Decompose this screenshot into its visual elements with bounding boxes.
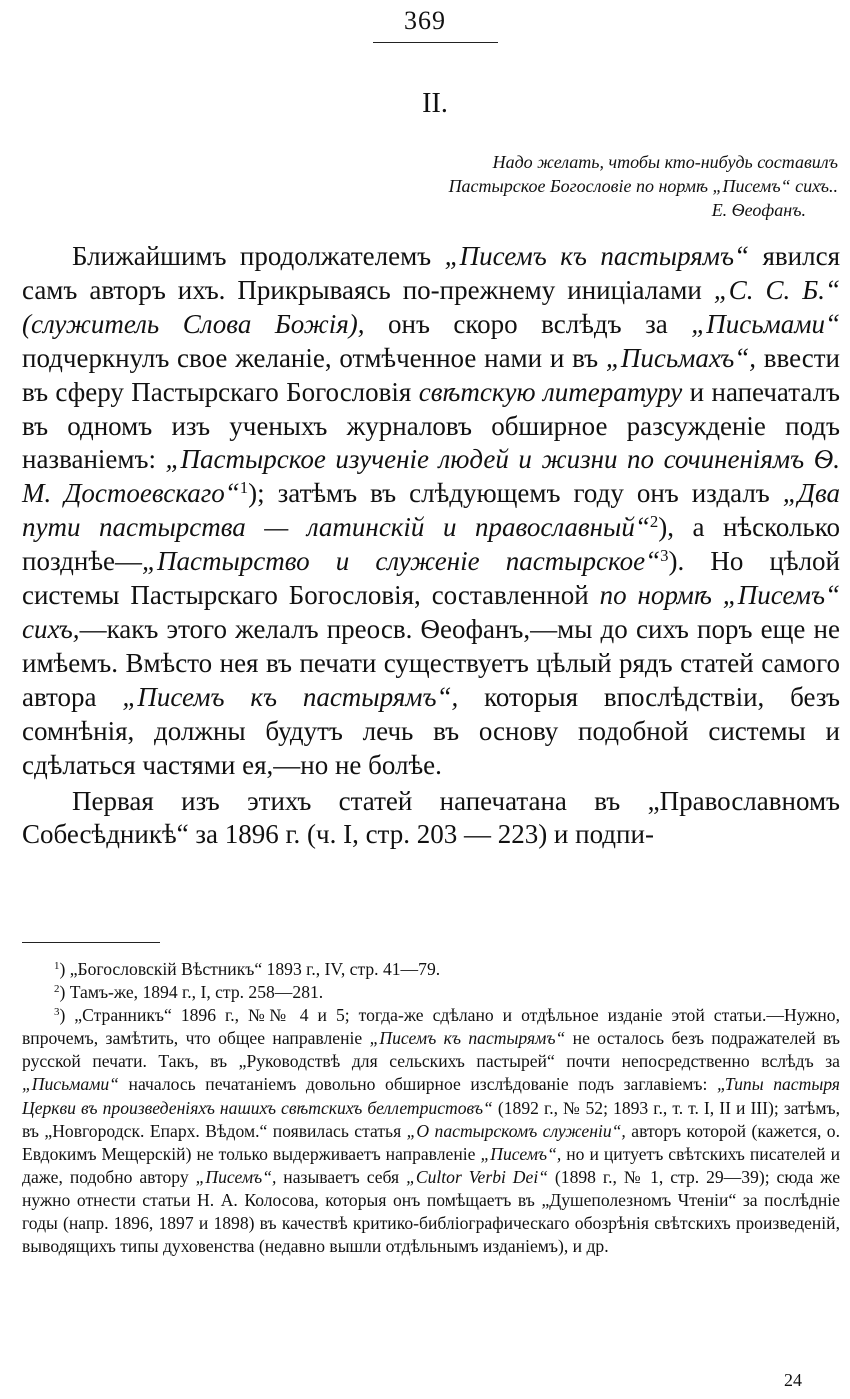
- footnote-ref[interactable]: 3: [660, 545, 669, 565]
- text-run: ), а нѣсколько позднѣе—: [22, 512, 840, 577]
- footnote: [22, 981, 840, 1004]
- text-run: и напечаталъ въ одномъ изъ ученыхъ журналовъ обширное разсужденіе подъ названіемъ:: [22, 376, 841, 475]
- text-run: (1898 г., № 1, стр. 29—39); сюда же нужно отнести статьи Н. А. Колосова, которыя онъ помѣщаетъ въ „Душеполезномъ Чтеніи“ за послѣдніе годы (напр. 1896, 1897 и 1898) въ качествѣ критико-библіографическаго обозрѣнія свѣтскихъ произведеній, выводящихъ типы духовенства (недавно вышли отдѣльнымъ изданіемъ), и др.: [22, 1166, 841, 1257]
- footnote-mark: 2: [54, 983, 60, 996]
- title-quote: „Письмахъ“,: [605, 342, 756, 373]
- text-run: онъ скоро вслѣдъ за: [364, 308, 692, 339]
- title-quote: „Типы пастыря Церкви въ произведеніяхъ нашихъ свѣтскихъ беллетристовъ“: [22, 1074, 840, 1118]
- signature-mark: 24: [784, 1370, 802, 1390]
- title-quote: „Два пути пастырства — латинскій и православный“: [22, 478, 840, 543]
- text-run: подчеркнулъ свое желаніе, отмѣченное нами и въ: [22, 342, 606, 373]
- text-run: ) „Странникъ“ 1896 г., №№ 4 и 5; тогда-же сдѣлано и отдѣльное изданіе этой статьи.—Нужно, впрочемъ, замѣтить, что общее направленіе: [22, 1005, 840, 1049]
- title-quote: „Письмами“: [691, 308, 841, 339]
- text-run: Ближайшимъ продолжателемъ: [72, 241, 445, 271]
- text-run: которыя впослѣдствіи, безъ сомнѣнія, должны будутъ лечь въ основу подобной системы и сдѣлаться частями ея,—но не болѣе.: [22, 681, 840, 780]
- title-quote: „С. С. Б.“ (служитель Слова Божія),: [22, 274, 840, 339]
- paragraph: Первая изъ этихъ статей напечатана въ „Православномъ Собесѣдникѣ“ за 1896 г. (ч. I, стр. 203 — 223) и подпи-: [22, 785, 840, 850]
- text-run: ввести въ сферу Пастырскаго Богословія: [22, 342, 840, 407]
- title-quote: „Cultor Verbi Dei“: [406, 1166, 548, 1187]
- epigraph-line: Надо желать, чтобы кто-нибудь составилъ: [492, 152, 838, 172]
- title-quote: „Писемъ къ пастырямъ“,: [122, 681, 459, 712]
- title-quote: „Писемъ къ пастырямъ“: [444, 241, 750, 271]
- title-quote: „Писемъ“,: [195, 1166, 277, 1187]
- title-quote: „О пастырскомъ служеніи“,: [406, 1120, 626, 1141]
- footnote-mark: 1: [54, 960, 60, 972]
- emphasis: свѣтскую литературу: [418, 376, 683, 407]
- text-run: —какъ этого желалъ преосв. Ѳеофанъ,—мы до сихъ поръ еще не имѣемъ. Вмѣсто нея въ печати существуетъ цѣлый рядъ статей самого автора: [22, 613, 840, 712]
- text-run: началось печатаніемъ довольно обширное изслѣдованіе подъ заглавіемъ:: [118, 1074, 717, 1095]
- text-run: не осталось безъ подражателей въ русской печати. Такъ, въ „Руководствѣ для сельскихъ пастырей“ почти непосредственно вслѣдъ за: [22, 1028, 840, 1072]
- text-run: ); затѣмъ въ слѣдующемъ году онъ издалъ: [248, 478, 783, 509]
- footnote-rule: [22, 942, 160, 943]
- footnote-text: ) „Богословскій Вѣстникъ“ 1893 г., IV, стр. 41—79.: [59, 959, 441, 979]
- header-rule: [373, 42, 498, 43]
- emphasis: по нормѣ „Писемъ“ сихъ,: [22, 580, 840, 644]
- text-run: называетъ себя: [276, 1166, 407, 1187]
- section-number: II.: [422, 88, 448, 119]
- title-quote: „Писемъ къ пастырямъ“: [369, 1028, 566, 1049]
- footnote-ref[interactable]: 1: [239, 478, 249, 498]
- text-run: (1892 г., № 52; 1893 г., т. т. I, II и III); затѣмъ, въ „Новгородск. Епарх. Вѣдом.“ появилась статья: [22, 1097, 840, 1141]
- text-run: но и цитуетъ свѣтскихъ писателей и даже, подобно автору: [22, 1143, 840, 1187]
- page-number: 369: [404, 6, 446, 35]
- footnote-mark: 3: [54, 1006, 60, 1019]
- footnote: [22, 1004, 840, 1258]
- footnote: [22, 958, 840, 981]
- title-quote: „Письмами“: [22, 1074, 119, 1095]
- footnotes: [22, 958, 840, 1258]
- epigraph: [278, 150, 838, 222]
- text-run: авторъ которой (кажется, о. Евдокимъ Мещерскій) не только выдерживаетъ направленіе: [22, 1120, 840, 1164]
- text-run: явился самъ авторъ ихъ. Прикрываясь по-прежнему иниціалами: [22, 241, 840, 305]
- body-text: [22, 240, 840, 852]
- title-quote: „Пастырство и служеніе пастырское“: [141, 546, 661, 577]
- title-quote: „Пастырское изученіе людей и жизни по сочиненіямъ Ѳ. М. Достоевскаго“: [22, 444, 840, 509]
- epigraph-author: Е. Ѳеофанъ.: [711, 200, 806, 220]
- paragraph: [22, 240, 840, 783]
- footnote-text: ) Тамъ-же, 1894 г., I, стр. 258—281.: [59, 982, 324, 1003]
- footnote-ref[interactable]: 2: [649, 512, 659, 532]
- epigraph-line: Пастырское Богословіе по нормѣ „Писемъ“ сихъ..: [448, 176, 838, 196]
- title-quote: „Писемъ“,: [480, 1143, 562, 1164]
- text-run: ). Но цѣлой системы Пастырскаго Богословія, составленной: [22, 546, 840, 611]
